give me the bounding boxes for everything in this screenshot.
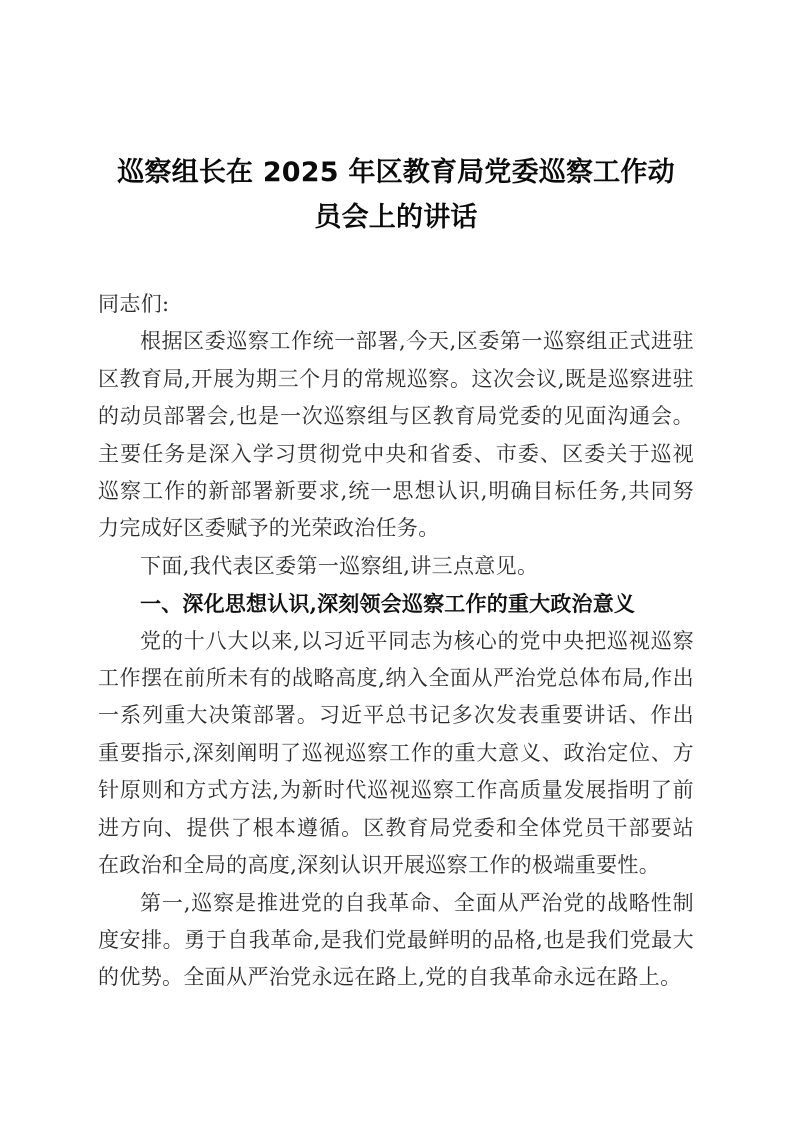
- page-title-line-1: 巡察组长在 2025 年区教育局党委巡察工作动员会: [117, 157, 675, 233]
- salutation: 同志们:: [98, 292, 170, 316]
- page-title-line-2: 上的讲话: [368, 202, 478, 233]
- paragraph-point-one: 第一,巡察是推进党的自我革命、全面从严治党的战略性制度安排。勇于自我革命,是我们党最鲜明的品格,也是我们党最大的优势。全面从严治党永远在路上,党的自我革命永远在路上。: [98, 890, 694, 990]
- page-title: [98, 150, 694, 240]
- paragraph-section-one-body: 党的十八大以来,以习近平同志为核心的党中央把巡视巡察工作摆在前所未有的战略高度,纳入全面从严治党总体布局,作出一系列重大决策部署。习近平总书记多次发表重要讲话、作出重要指示,深刻阐明了巡视巡察工作的重大意义、政治定位、方针原则和方式方法,为新时代巡视巡察工作高质量发展指明了前进方向、提供了根本遵循。区教育局党委和全体党员干部要站在政治和全局的高度,深刻认识开展巡察工作的极端重要性。: [98, 628, 694, 878]
- paragraph-transition: 下面,我代表区委第一巡察组,讲三点意见。: [140, 553, 539, 578]
- paragraph-intro: 根据区委巡察工作统一部署,今天,区委第一巡察组正式进驻区教育局,开展为期三个月的常规巡察。这次会议,既是巡察进驻的动员部署会,也是一次巡察组与区教育局党委的见面沟通会。主要任务是深入学习贯彻党中央和省委、市委、区委关于巡视巡察工作的新部署新要求,统一思想认识,明确目标任务,共同努力完成好区委赋予的光荣政治任务。: [98, 329, 694, 541]
- document-body: [98, 286, 694, 997]
- section-heading-one: 一、深化思想认识,深刻领会巡察工作的重大政治意义: [140, 591, 636, 617]
